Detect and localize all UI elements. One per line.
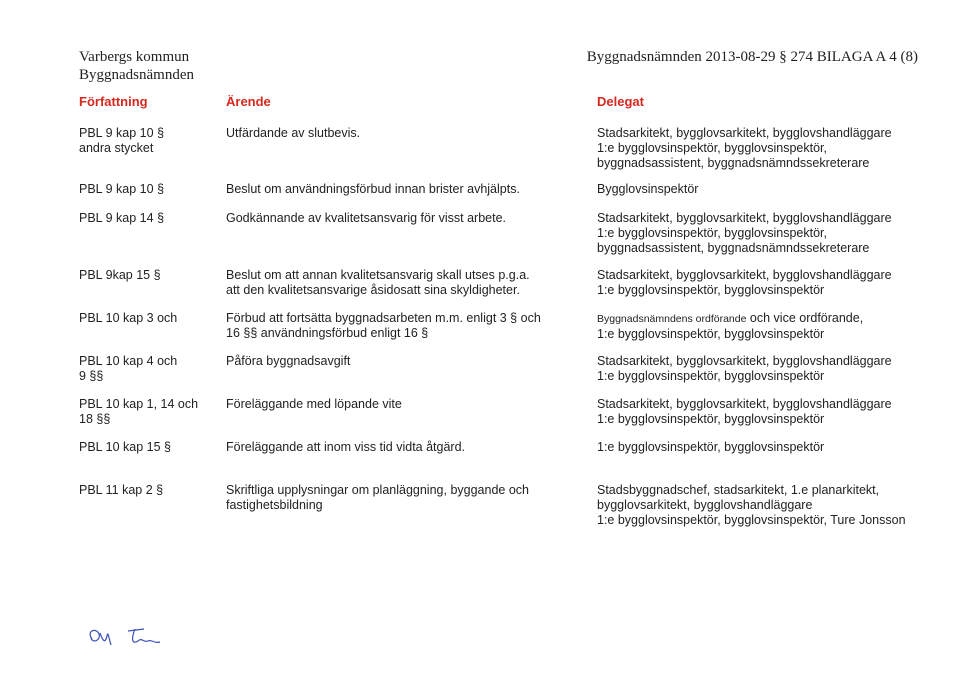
matter-text: Föreläggande med löpande vite: [226, 397, 402, 411]
law-reference: PBL 9kap 15 §: [79, 268, 161, 282]
delegate-chair-label: Byggnadsnämndens ordförande: [597, 313, 747, 325]
column-header-delegate: Delegat: [597, 94, 644, 109]
delegate-rest: och vice ordförande, 1:e bygglovsinspektör, bygglovsinspektör: [597, 311, 864, 341]
law-reference: PBL 9 kap 10 §: [79, 182, 165, 196]
delegate-text: Stadsarkitekt, bygglovsarkitekt, bygglovshandläggare 1:e bygglovsinspektör, bygglovsinspektör, byggnadsassistent, byggnadsnämndssekreterare: [597, 211, 892, 255]
matter-text: Utfärdande av slutbevis.: [226, 126, 361, 140]
matter-text: Föreläggande att inom viss tid vidta åtgärd.: [226, 440, 466, 454]
law-reference: PBL 10 kap 15 §: [79, 440, 171, 454]
law-reference: PBL 9 kap 10 § andra stycket: [79, 126, 165, 155]
delegate-text: Stadsarkitekt, bygglovsarkitekt, bygglovshandläggare 1:e bygglovsinspektör, bygglovsinspektör: [597, 354, 892, 383]
matter-text: Skriftliga upplysningar om planläggning, byggande och fastighetsbildning: [226, 483, 529, 512]
board-name: Byggnadsnämnden: [79, 67, 194, 83]
delegate-text: Stadsarkitekt, bygglovsarkitekt, bygglovshandläggare 1:e bygglovsinspektör, bygglovsinspektör: [597, 397, 892, 426]
municipality-name: Varbergs kommun: [79, 49, 190, 65]
law-reference: PBL 10 kap 3 och: [79, 311, 178, 325]
law-reference: PBL 10 kap 1, 14 och 18 §§: [79, 397, 199, 426]
law-reference: PBL 11 kap 2 §: [79, 483, 164, 497]
delegate-text: Stadsarkitekt, bygglovsarkitekt, bygglovshandläggare 1:e bygglovsinspektör, bygglovsinspektör, byggnadsassistent, byggnadsnämndssekreterare: [597, 126, 892, 170]
law-reference: PBL 9 kap 14 §: [79, 211, 165, 225]
delegate-text: Stadsbyggnadschef, stadsarkitekt, 1.e planarkitekt, bygglovsarkitekt, bygglovshandläggare 1:e bygglovsinspektör, bygglovsinspektör, Ture Jonsson: [597, 483, 906, 527]
matter-text: Förbud att fortsätta byggnadsarbeten m.m. enligt 3 § och 16 §§ användningsförbud enligt 16 §: [226, 311, 541, 340]
document-header-left: [79, 48, 194, 84]
delegate-text: [597, 311, 937, 342]
matter-text: Beslut om att annan kvalitetsansvarig skall utses p.g.a. att den kvalitetsansvarige åsidosatt sina skyldigheter.: [226, 268, 530, 297]
document-meta: Byggnadsnämnden 2013-08-29 § 274 BILAGA A 4 (8): [586, 49, 918, 65]
handwritten-initials: [82, 617, 192, 657]
delegate-text: 1:e bygglovsinspektör, bygglovsinspektör: [597, 440, 825, 454]
column-header-matter: Ärende: [226, 94, 271, 109]
delegate-text: Bygglovsinspektör: [597, 182, 699, 196]
delegate-text: Stadsarkitekt, bygglovsarkitekt, bygglovshandläggare 1:e bygglovsinspektör, bygglovsinspektör: [597, 268, 892, 297]
law-reference: PBL 10 kap 4 och 9 §§: [79, 354, 178, 383]
matter-text: Påföra byggnadsavgift: [226, 354, 351, 368]
matter-text: Beslut om användningsförbud innan brister avhjälpts.: [226, 182, 520, 196]
column-header-law: Författning: [79, 94, 148, 109]
matter-text: Godkännande av kvalitetsansvarig för visst arbete.: [226, 211, 507, 225]
